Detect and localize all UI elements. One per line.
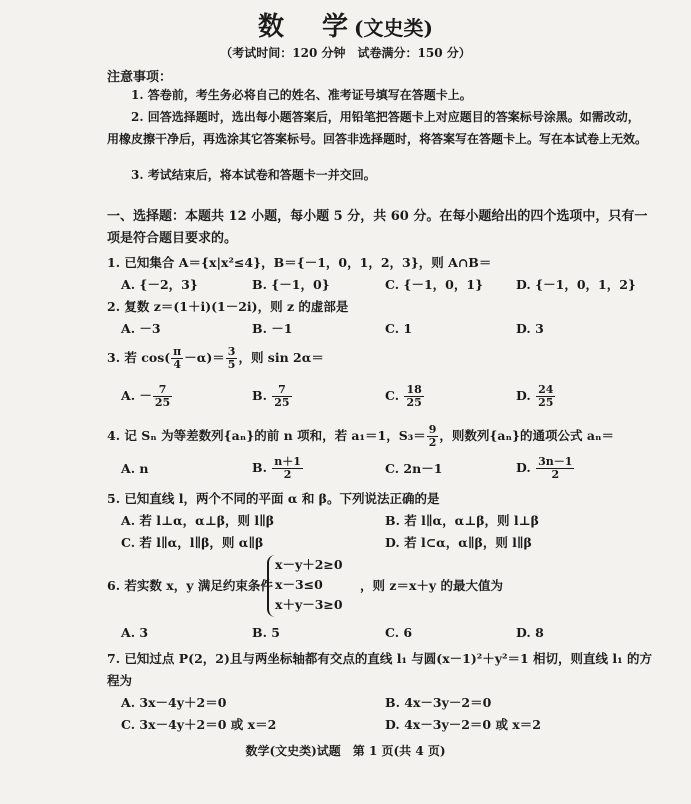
q4-d-fraction (536, 456, 574, 481)
q3-d-num: 24 (538, 383, 554, 396)
q5-option-a: A. 若 l⊥α，α⊥β，则 l∥β (121, 513, 275, 528)
question-2-stem: 2. 复数 z＝(1＋i)(1－2i)，则 z 的虚部是 (107, 299, 349, 314)
q3-stem-mid: ＝ (212, 350, 225, 365)
q2-option-b: B. －1 (252, 321, 293, 336)
question-4-stem (107, 424, 657, 449)
page-footer: 数学(文史类)试题 第 1 页(共 4 页) (245, 744, 446, 758)
q4-b-den: 2 (283, 468, 292, 481)
q6-option-b: B. 5 (252, 625, 280, 640)
q5-option-b: B. 若 l∥α，α⊥β，则 l⊥β (385, 513, 539, 528)
q4-fraction (427, 424, 439, 449)
q3-stem-post: ，则 sin 2α＝ (238, 350, 324, 365)
q7-option-d: D. 4x－3y－2＝0 或 x＝2 (385, 717, 541, 732)
q3-c-num: 18 (406, 383, 422, 396)
q3-rhs-num: 3 (227, 345, 236, 358)
title-text: 数 学 (258, 12, 355, 42)
notice-item: 1. 答卷前，考生务必将自己的姓名、准考证号填写在答题卡上。 (131, 88, 472, 102)
q4-d-num: 3n－1 (538, 455, 573, 468)
q7-option-b: B. 4x－3y－2＝0 (385, 695, 492, 710)
q3-rhs-fraction (226, 346, 238, 371)
q3-arg-fraction (171, 346, 183, 371)
q3-d-label: D. (516, 388, 536, 403)
q3-c-fraction (404, 384, 423, 409)
q4-b-fraction (272, 456, 303, 481)
q3-d-den: 25 (538, 396, 554, 409)
q3-arg-den: 4 (173, 358, 182, 371)
q4-b-label: B. (252, 460, 272, 475)
q1-option-c: C. {－1，0，1} (385, 277, 484, 292)
q3-arg-rest: －α (184, 350, 207, 365)
q3-b-num: 7 (272, 384, 291, 397)
q3-c-den: 25 (406, 396, 422, 409)
q3-a-label: A. － (121, 388, 152, 403)
q6-option-d: D. 8 (516, 625, 544, 640)
notice-heading: 注意事项： (107, 70, 173, 85)
q6-constraint: x＋y－3≥0 (275, 597, 343, 612)
q4-stem-post: ，则数列{aₙ}的通项公式 aₙ＝ (439, 428, 614, 443)
q4-frac-num: 9 (428, 423, 437, 436)
q6-option-a: A. 3 (121, 625, 149, 640)
q6-constraint: x－3≤0 (275, 577, 323, 592)
q4-d-label: D. (516, 460, 536, 475)
q6-constraint-system (267, 555, 365, 617)
question-3-stem: 3. 若 cos( $\frac{\pi}{4}$ －α)＝ $\frac{3}{5}$ ，则 sin 2α＝ (107, 345, 324, 371)
q7-option-a: A. 3x－4y＋2＝0 (121, 695, 227, 710)
q3-option-a (121, 384, 173, 409)
q5-option-c: C. 若 l∥α，l∥β，则 α∥β (121, 535, 264, 550)
q2-option-c: C. 1 (385, 321, 413, 336)
q6-constraint: x－y＋2≥0 (275, 557, 343, 572)
q3-option-b (252, 384, 293, 409)
q1-option-b: B. {－1，0} (252, 277, 330, 292)
q3-stem-pre: 3. 若 cos (107, 350, 165, 365)
q3-arg-num: π (173, 345, 182, 358)
title-subtitle: (文史类) (354, 16, 433, 40)
q4-b-num: n＋1 (274, 455, 301, 468)
q3-option-d (516, 384, 556, 409)
notice-item: 2. 回答选择题时，选出每小题答案后，用铅笔把答题卡上对应题目的答案标号涂黑。如需改动，用橡皮擦干净后，再选涂其它答案标号。回答非选择题时，将答案写在答题卡上。写在本试卷上无效。 (107, 110, 648, 146)
section-heading: 一、选择题：本题共 12 小题，每小题 5 分，共 60 分。在每小题给出的四个选项中，只有一项是符合题目要求的。 (107, 209, 648, 246)
q2-option-a: A. －3 (121, 321, 161, 336)
q7-option-c: C. 3x－4y＋2＝0 或 x＝2 (121, 717, 277, 732)
q3-b-den: 25 (274, 396, 290, 409)
q3-a-num: 7 (153, 384, 172, 397)
q6-option-c: C. 6 (385, 625, 413, 640)
q4-stem-pre: 4. 记 Sₙ 为等差数列{aₙ}的前 n 项和，若 a₁＝1，S₃＝ (107, 428, 426, 443)
q3-d-fraction (536, 384, 555, 409)
q3-b-fraction (272, 384, 291, 409)
q4-frac-den: 2 (428, 436, 437, 449)
exam-title (0, 6, 691, 43)
question-1-stem: 1. 已知集合 A＝{x|x²≤4}，B＝{－1，0，1，2，3}，则 A∩B＝ (107, 255, 492, 270)
q4-option-d (516, 456, 575, 481)
q5-option-d: D. 若 l⊂α，α∥β，则 l∥β (385, 535, 532, 550)
q3-a-fraction (153, 384, 172, 409)
q1-option-a: A. {－2，3} (121, 277, 198, 292)
question-7-stem: 7. 已知过点 P(2，2)且与两坐标轴都有交点的直线 l₁ 与圆(x－1)²＋y²＝1 相切，则直线 l₁ 的方程为 (107, 651, 652, 688)
q3-b-label: B. (252, 388, 272, 403)
question-6-stem-pre: 6. 若实数 x，y 满足约束条件 (107, 578, 273, 593)
q3-option-c (385, 384, 425, 409)
q3-rhs-den: 5 (227, 358, 236, 371)
q4-option-c: C. 2n－1 (385, 461, 443, 476)
exam-meta: （考试时间：120 分钟 试卷满分：150 分） (220, 46, 471, 60)
q4-d-den: 2 (551, 468, 560, 481)
notice-item: 3. 考试结束后，将本试卷和答题卡一并交回。 (131, 168, 376, 182)
q4-option-a: A. n (121, 461, 149, 476)
q3-a-den: 25 (154, 396, 171, 409)
question-6-stem-post: ，则 z＝x＋y 的最大值为 (360, 578, 504, 593)
q3-c-label: C. (385, 388, 404, 403)
q2-option-d: D. 3 (516, 321, 544, 336)
question-5-stem: 5. 已知直线 l，两个不同的平面 α 和 β。下列说法正确的是 (107, 491, 440, 506)
q1-option-d: D. {－1，0，1，2} (516, 277, 636, 292)
q4-option-b (252, 456, 304, 481)
